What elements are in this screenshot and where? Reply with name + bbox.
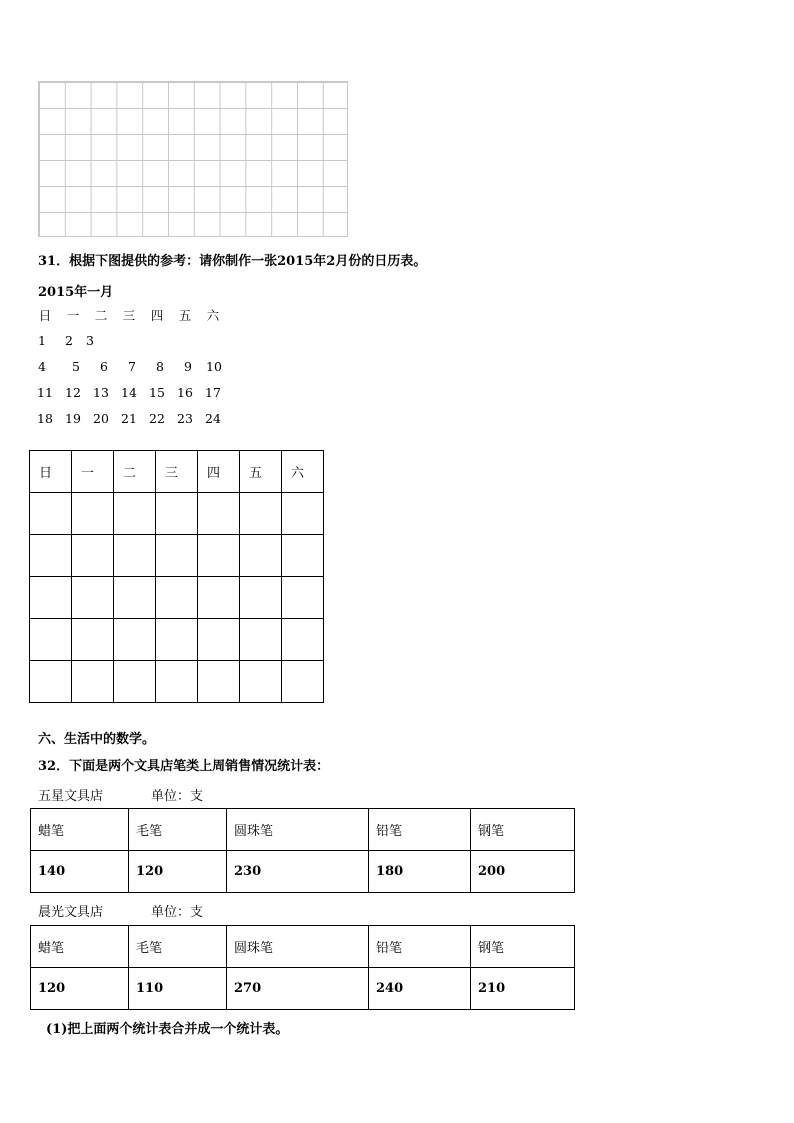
store2-value-row	[31, 968, 575, 1010]
weekday-label: 五	[178, 308, 192, 323]
date-cell: 11	[37, 385, 53, 400]
table-header-cell: 钢笔	[471, 809, 575, 851]
weekday-label: 日	[38, 308, 52, 323]
weekday-label: 四	[150, 308, 164, 323]
calendar-header-cell: 一	[72, 451, 114, 493]
date-cell: 9	[184, 359, 192, 374]
store2-name: 晨光文具店	[38, 905, 104, 920]
question-31-title: 31．根据下图提供的参考：请你制作一张2015年2月份的日历表。	[38, 254, 427, 269]
calendar-header-cell: 二	[114, 451, 156, 493]
date-cell: 22	[149, 411, 165, 426]
table-header-cell: 蜡笔	[31, 926, 129, 968]
calendar-blank-row	[30, 619, 324, 661]
date-cell: 7	[128, 359, 136, 374]
date-cell: 16	[177, 385, 193, 400]
weekday-label: 一	[66, 308, 80, 323]
store2-table	[30, 925, 575, 1010]
calendar-blank-row	[30, 493, 324, 535]
store2-unit: 单位：支	[151, 905, 204, 920]
weekday-label: 六	[206, 308, 220, 323]
calendar-header-cell: 六	[282, 451, 324, 493]
table-header-cell: 毛笔	[129, 809, 227, 851]
store1-header-row	[31, 809, 575, 851]
store1-value-row	[31, 851, 575, 893]
table-header-cell: 蜡笔	[31, 809, 129, 851]
sub-question-1: (1)把上面两个统计表合并成一个统计表。	[46, 1022, 289, 1037]
store1-unit: 单位：支	[151, 789, 204, 804]
weekday-label: 二	[94, 308, 108, 323]
calendar-header-row	[30, 451, 324, 493]
date-cell: 5	[72, 359, 80, 374]
store1-table	[30, 808, 575, 893]
calendar-header-cell: 三	[156, 451, 198, 493]
blank-grid	[38, 81, 348, 237]
table-value-cell: 230	[227, 851, 369, 893]
date-cell: 19	[65, 411, 81, 426]
store2-header-row	[31, 926, 575, 968]
table-value-cell: 110	[129, 968, 227, 1010]
date-cell: 13	[93, 385, 109, 400]
date-cell: 8	[156, 359, 164, 374]
table-header-cell: 铅笔	[369, 809, 471, 851]
table-value-cell: 120	[31, 968, 129, 1010]
store1-name: 五星文具店	[38, 789, 104, 804]
date-cell: 2	[65, 333, 73, 348]
calendar-header-cell: 日	[30, 451, 72, 493]
date-cell: 20	[93, 411, 109, 426]
table-value-cell: 270	[227, 968, 369, 1010]
date-cell: 6	[100, 359, 108, 374]
table-header-cell: 圆珠笔	[227, 926, 369, 968]
date-cell: 17	[205, 385, 221, 400]
calendar-header-cell: 五	[240, 451, 282, 493]
table-value-cell: 210	[471, 968, 575, 1010]
date-cell: 3	[86, 333, 94, 348]
weekday-label: 三	[122, 308, 136, 323]
table-header-cell: 钢笔	[471, 926, 575, 968]
calendar-blank-row	[30, 535, 324, 577]
table-value-cell: 200	[471, 851, 575, 893]
date-cell: 21	[121, 411, 137, 426]
blank-calendar-table	[29, 450, 324, 703]
date-cell: 14	[121, 385, 137, 400]
table-header-cell: 铅笔	[369, 926, 471, 968]
date-cell: 12	[65, 385, 81, 400]
table-header-cell: 圆珠笔	[227, 809, 369, 851]
date-cell: 4	[38, 359, 46, 374]
question-32-title: 32．下面是两个文具店笔类上周销售情况统计表：	[38, 759, 330, 774]
date-cell: 15	[149, 385, 165, 400]
section-6-title: 六、生活中的数学。	[38, 732, 156, 747]
table-value-cell: 140	[31, 851, 129, 893]
reference-month-label: 2015年一月	[38, 285, 114, 300]
date-cell: 18	[37, 411, 53, 426]
date-cell: 23	[177, 411, 193, 426]
date-cell: 10	[206, 359, 222, 374]
table-value-cell: 120	[129, 851, 227, 893]
table-value-cell: 240	[369, 968, 471, 1010]
date-cell: 24	[205, 411, 221, 426]
table-value-cell: 180	[369, 851, 471, 893]
calendar-blank-row	[30, 577, 324, 619]
table-header-cell: 毛笔	[129, 926, 227, 968]
calendar-blank-row	[30, 661, 324, 703]
date-cell: 1	[38, 333, 46, 348]
calendar-header-cell: 四	[198, 451, 240, 493]
